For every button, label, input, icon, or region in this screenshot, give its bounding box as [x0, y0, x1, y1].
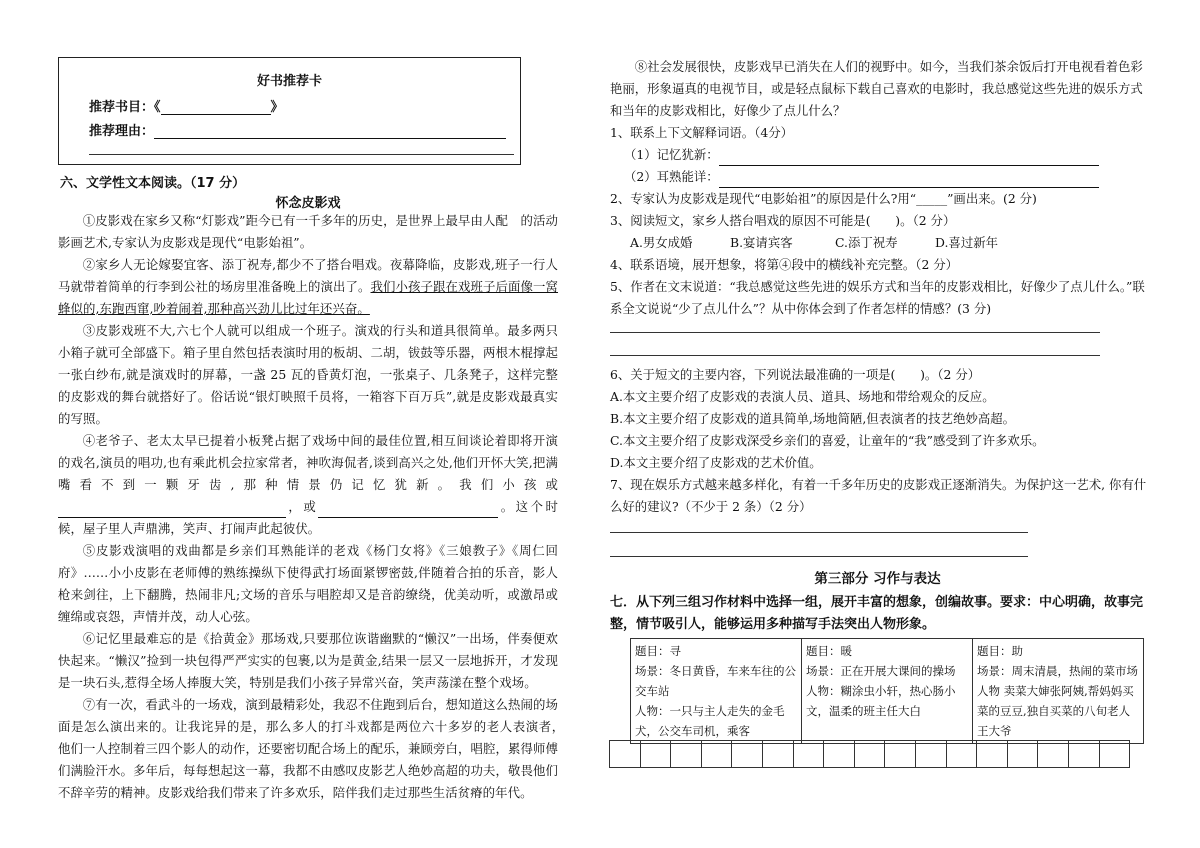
q3-option-a[interactable]: A.男女成婚: [630, 235, 693, 250]
question-3-options: [610, 232, 1147, 254]
writing-grid-cell[interactable]: [762, 740, 794, 768]
writing-grid-cell[interactable]: [640, 740, 672, 768]
question-1b-blank[interactable]: [719, 173, 1099, 188]
writing-grid-cell[interactable]: [915, 740, 947, 768]
writing-grid-cell[interactable]: [1037, 740, 1069, 768]
paragraph-6: ⑥记忆里最难忘的是《拾黄金》那场戏,只要那位诙谐幽默的“懒汉”一出场，伴奏便欢快起来。“懒汉”捡到一块包得严严实实的包裹,以为是黄金,结果一层又一层地拆开，才发现是一块石头,惹得全场人捧腹大笑，特别是我们小孩子异常兴奋，笑声荡漾在整个戏场。: [58, 631, 558, 690]
question-1b: [610, 166, 1147, 188]
paragraph-4: [58, 430, 558, 540]
paragraph-3: ③皮影戏班不大,六七个人就可以组成一个班子。演戏的行头和道具很简单。最多两只小箱子就可全部盛下。箱子里自然包括表演时用的板胡、二胡，钹鼓等乐器，两根木棍撑起一张白纱布,就是演戏时的屏幕，一盏 25 瓦的昏黄灯泡，一张桌子、几条凳子，这样完整的皮影戏的舞台就搭好了。俗话说“银灯映照千员将，一箱容下百万兵”,就是皮影戏最真实的写照。: [58, 323, 558, 426]
writing-grid-cell[interactable]: [976, 740, 1008, 768]
question-5-answer-area: [610, 320, 1147, 364]
reason-row: [89, 120, 506, 139]
question-1b-label: （2）耳熟能详：: [624, 169, 719, 184]
paragraph-1: ①皮影戏在家乡又称“灯影戏”距今已有一千多年的历史，是世界上最早由人配 的活动影画艺术,专家认为皮影戏是现代“电影始祖”。: [58, 213, 558, 250]
question-1a-label: （1）记忆犹新：: [624, 147, 719, 162]
writing-grid-cell[interactable]: [1099, 740, 1131, 768]
question-2: 2、专家认为皮影戏是现代“电影始祖”的原因是什么?用“_____”画出来。(2 分): [610, 191, 1037, 206]
paragraph-4-blank-1[interactable]: [58, 503, 286, 518]
paragraph-2-underlined: 我们小孩子跟在戏班子后面像一窝蜂似的,东跑西窜,吵着闹着,那种高兴劲儿比过年还兴奋。: [58, 279, 559, 316]
paragraph-4-end: 。这个时候，屋子里人声鼎沸，笑声、打闹声此起彼伏。: [58, 499, 559, 536]
question-1a: [610, 144, 1147, 166]
topic-cell-1[interactable]: [631, 639, 802, 744]
writing-grid-cell[interactable]: [1007, 740, 1039, 768]
q6-option-d[interactable]: D.本文主要介绍了皮影戏的艺术价值。: [610, 455, 822, 470]
book-title-row: [89, 96, 284, 115]
q7-answer-line-1[interactable]: [610, 532, 1028, 533]
question-4: 4、联系语境，展开想象，将第④段中的横线补充完整。（2 分）: [610, 257, 959, 272]
topic-3-scene: 场景：周末清晨，热闹的菜市场人物 卖菜大婶张阿姨,帮妈妈买菜的豆豆,独自买菜的八旬老人王大爷: [977, 664, 1138, 738]
topic-table: [630, 638, 1144, 744]
question-7: 7、现在娱乐方式越来越多样化，有着一千多年历史的皮影戏正逐渐消失。为保护这一艺术, 你有什么好的建议?（不少于 2 条）（2 分）: [610, 477, 1147, 514]
q6-option-c[interactable]: C.本文主要介绍了皮影戏深受乡亲们的喜爱，让童年的“我”感受到了许多欢乐。: [610, 433, 1045, 448]
writing-grid-cell[interactable]: [793, 740, 825, 768]
q3-option-b[interactable]: B.宴请宾客: [730, 235, 793, 250]
topic-1-people: 人物：一只与主人走失的金毛犬，公交车司机，乘客: [635, 704, 785, 738]
question-3: 3、阅读短文，家乡人搭台唱戏的原因不可能是( )。（2 分）: [610, 213, 956, 228]
topic-2-scene: 场景：正在开展大课间的操场: [806, 664, 956, 678]
q3-option-c[interactable]: C.添丁祝寿: [835, 235, 898, 250]
writing-grid-cell[interactable]: [884, 740, 916, 768]
q5-answer-line-1[interactable]: [610, 332, 1100, 333]
book-title-label: 推荐书目：《: [89, 100, 161, 115]
q6-option-a[interactable]: A.本文主要介绍了皮影戏的表演人员、道具、场地和带给观众的反应。: [610, 389, 995, 404]
reason-blank-2[interactable]: [89, 154, 514, 155]
question-5: 5、作者在文末说道：“我总感觉这些先进的娱乐方式和当年的皮影戏相比，好像少了点儿什么。”联系全文说说“少了点儿什么”？从中你体会到了作者怎样的情感？(3 分): [610, 279, 1145, 316]
article-title: 怀念皮影戏: [275, 196, 341, 211]
question-6: 6、关于短文的主要内容，下列说法最准确的一项是( )。（2 分）: [610, 367, 981, 382]
section6-heading: 六、文学性文本阅读。（17 分）: [60, 176, 246, 191]
paragraph-4-blank-2[interactable]: [318, 503, 498, 518]
topic-2-people: 人物：糊涂虫小轩，热心肠小文，温柔的班主任大白: [806, 684, 956, 718]
question-1: 1、联系上下文解释词语。（4分）: [610, 125, 794, 140]
book-title-close: 》: [270, 100, 284, 115]
paragraph-5: ⑤皮影戏演唱的戏曲都是乡亲们耳熟能详的老戏《杨门女将》《三娘教子》《周仁回府》……小小皮影在老师傅的熟练操纵下使得武打场面紧锣密鼓,伴随着合拍的乐音，影人枪来剑往，上下翻腾，热闹非凡;文场的音乐与唱腔却又是音韵缭绕，优美动听，或激昂或缠绵或哀怨，声情并茂，动人心弦。: [58, 543, 558, 624]
article-body: [58, 210, 571, 804]
writing-grid-cell[interactable]: [731, 740, 763, 768]
topic-1-title: 题目：寻: [635, 644, 681, 658]
writing-grid-cell[interactable]: [670, 740, 702, 768]
reason-label: 推荐理由：: [89, 124, 155, 139]
paragraph-7: ⑦有一次，看武斗的一场戏，演到最精彩处，我忍不住跑到后台，想知道这么热闹的场面是怎么演出来的。让我诧异的是，那么多人的打斗戏都是两位六十多岁的老人表演者， 他们一人控制着三四个影人的动作，还要密切配合场上的配乐，兼顾旁白，唱腔，累得师傅们满脸汗水。多年后，每每想起这一幕，我都不由感叹皮影艺人绝妙高超的功夫，敬畏他们不辞辛劳的精神。皮影戏给我们带来了许多欢乐，陪伴我们走过那些生活贫瘠的年代。: [58, 697, 571, 800]
reason-blank-1[interactable]: [154, 124, 506, 139]
right-column: [610, 56, 1147, 518]
question-1a-blank[interactable]: [719, 151, 1099, 166]
paragraph-2-text: ②家乡人无论嫁娶宜客、添丁祝寿,都少不了搭台唱戏。夜幕降临，皮影戏,班子一行人马就带着简单的行李到公社的场房里准备晚上的演出了。: [58, 257, 558, 294]
topic-1-scene: 场景：冬日黄昏，车来车往的公交车站: [635, 664, 796, 698]
writing-grid-cell[interactable]: [701, 740, 733, 768]
card-title: 好书推荐卡: [256, 74, 322, 89]
writing-grid-cell[interactable]: [946, 740, 978, 768]
writing-grid[interactable]: [610, 740, 1130, 768]
writing-grid-cell[interactable]: [823, 740, 855, 768]
topic-3-title: 题目：助: [977, 644, 1023, 658]
q7-answer-line-2[interactable]: [610, 556, 1028, 557]
q6-option-b[interactable]: B.本文主要介绍了皮影戏的道具简单,场地简陋,但表演者的技艺绝妙高超。: [610, 411, 1016, 426]
writing-grid-cell[interactable]: [609, 740, 641, 768]
paragraph-4-or: ，或: [286, 499, 319, 514]
paragraph-4-text: ④老爷子、老太太早已提着小板凳占据了戏场中间的最佳位置,相互间谈论着即将开演的戏名,演员的唱功,也有乘此机会拉家常者，神吹海侃者,谈到高兴之处,他们开怀大笑,把满嘴看不到一颗牙齿,那种情景仍记忆犹新。我们小孩或: [58, 433, 558, 492]
writing-grid-cell[interactable]: [854, 740, 886, 768]
topic-cell-2[interactable]: [802, 639, 973, 744]
book-title-blank[interactable]: [161, 100, 271, 115]
q5-answer-line-2[interactable]: [610, 355, 1100, 356]
paragraph-2: [58, 254, 558, 320]
book-recommendation-card: [58, 57, 521, 165]
writing-grid-cell[interactable]: [1068, 740, 1100, 768]
topic-2-title: 题目：暖: [806, 644, 852, 658]
q3-option-d[interactable]: D.喜过新年: [935, 235, 998, 250]
topic-cell-3[interactable]: [973, 639, 1144, 744]
part3-title: 第三部分 习作与表达: [814, 571, 941, 587]
writing-task: 七．从下列三组习作材料中选择一组，展开丰富的想象，创编故事。要求：中心明确，故事完整，情节吸引人，能够运用多种描写手法突出人物形象。: [610, 595, 1144, 632]
paragraph-8: ⑧社会发展很快，皮影戏早已消失在人们的视野中。如今，当我们茶余饭后打开电视看着色彩艳丽，形象逼真的电视节目，或是轻点鼠标下载自己喜欢的电影时，我总感觉这些先进的娱乐方式和当年的皮影戏相比，好像少了点儿什么？: [610, 59, 1143, 118]
